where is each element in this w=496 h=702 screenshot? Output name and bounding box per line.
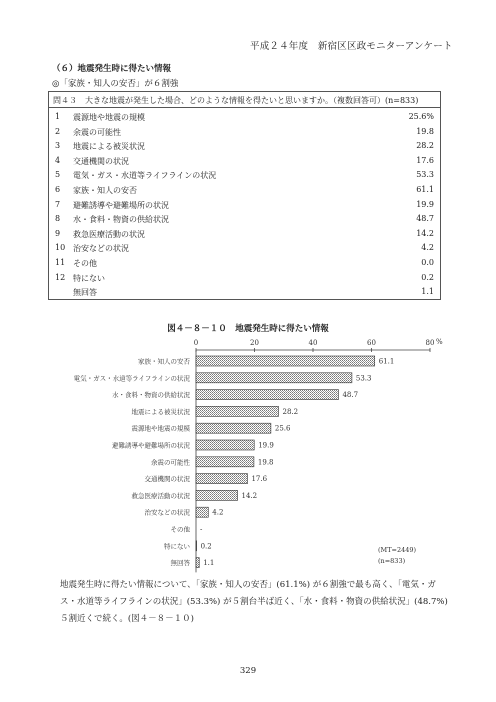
category-label: 救急医療活動の状況: [131, 491, 190, 500]
value-label: 25.6: [274, 424, 291, 433]
answer-value: 19.9: [416, 199, 434, 209]
tick-label: 20: [250, 339, 259, 347]
answer-number: 7: [55, 199, 61, 209]
answer-value: 1.1: [421, 287, 434, 297]
answer-row: [49, 127, 440, 141]
answer-row: [49, 170, 440, 184]
answer-value: 4.2: [421, 243, 434, 253]
answer-number: 1: [55, 112, 61, 121]
answer-number: 10: [55, 243, 66, 253]
question-divider: [49, 107, 440, 108]
category-label: 避難誘導や避難場所の状況: [112, 441, 190, 450]
bar: [196, 541, 197, 551]
category-label: 無回答: [170, 559, 190, 568]
value-label: 53.3: [355, 374, 372, 383]
category-label: 家族・知人の安否: [138, 357, 190, 366]
category-label: 交通機関の状況: [144, 475, 190, 484]
answer-row: [49, 243, 440, 257]
answer-label: その他: [73, 259, 97, 268]
answer-number: 12: [55, 272, 66, 282]
tick-label: 80: [425, 339, 435, 347]
answer-row: [49, 112, 440, 126]
answer-value: 0.2: [421, 272, 434, 282]
answer-row: [49, 185, 440, 199]
category-label: 余震の可能性: [151, 458, 190, 467]
bar: [196, 457, 254, 467]
bar: [196, 507, 208, 517]
bar: [196, 490, 238, 500]
answer-number: 8: [55, 214, 61, 224]
tick-label: 60: [367, 339, 376, 347]
section-title: （６）地震発生時に得たい情報: [52, 64, 172, 74]
answer-value: 25.6%: [408, 112, 434, 121]
answer-number: 2: [55, 126, 61, 136]
value-label: -: [200, 525, 203, 534]
value-label: 4.2: [212, 508, 224, 517]
page-header: 平成２４年度 新宿区区政モニターアンケート: [250, 41, 453, 52]
answer-value: 53.3: [416, 170, 434, 180]
bar-chart: [0, 330, 496, 575]
bar: [196, 390, 338, 400]
question-text: 問４３ 大きな地震が発生した場合、どのような情報を得たいと思いますか。（複数回答可）(n=833): [53, 96, 419, 105]
bar: [196, 440, 254, 450]
category-label: 特にない: [164, 542, 190, 551]
answer-row: [49, 156, 440, 170]
category-label: 水・食料・物資の供給状況: [112, 391, 190, 400]
tick-label: 40: [308, 339, 318, 347]
value-label: 19.9: [258, 441, 274, 450]
sample-size-annotation: (n=833): [378, 557, 406, 565]
answer-value: 19.8: [416, 126, 434, 136]
answer-value: 14.2: [416, 228, 434, 238]
axis-unit: %: [436, 338, 443, 346]
value-label: 48.7: [342, 391, 359, 400]
answer-value: 48.7: [416, 214, 434, 224]
category-label: 電気・ガス・水道等ライフラインの状況: [73, 374, 190, 383]
answer-label: 地震による被災状況: [73, 142, 145, 152]
answer-number: 4: [55, 155, 61, 165]
value-label: 0.2: [200, 542, 212, 551]
sample-size-annotation: (MT=2449): [378, 546, 417, 554]
category-label: その他: [170, 525, 190, 534]
answer-value: 28.2: [416, 141, 434, 151]
answer-number: 11: [55, 258, 66, 267]
value-label: 1.1: [203, 559, 215, 568]
answer-value: 61.1: [416, 185, 434, 194]
bar: [196, 356, 375, 366]
category-label: 地震による被災状況: [131, 407, 190, 416]
page-number: 329: [239, 666, 257, 676]
answer-number: 6: [55, 185, 61, 194]
category-label: 震源地や地震の規模: [131, 424, 190, 433]
answer-label: 交通機関の状況: [73, 156, 129, 166]
answer-label: 電気・ガス・水道等ライフラインの状況: [73, 171, 217, 181]
answer-number: 5: [55, 170, 61, 180]
tick-label: 0: [193, 339, 199, 347]
answer-row: [49, 258, 440, 272]
answer-label: 余震の可能性: [73, 127, 121, 137]
answer-number: 3: [55, 141, 61, 151]
value-label: 19.8: [257, 458, 274, 467]
answer-row: [49, 229, 440, 243]
value-label: 28.2: [282, 407, 299, 416]
section-subtitle: ◎「家族・知人の安否」が６割強: [52, 79, 179, 89]
bar: [196, 423, 271, 433]
bar: [196, 558, 199, 568]
answer-row: [49, 141, 440, 155]
answer-row: [49, 287, 440, 301]
value-label: 17.6: [251, 475, 268, 484]
bar: [196, 474, 247, 484]
answer-row: [49, 273, 440, 287]
bar: [196, 373, 352, 383]
question-table: [48, 91, 441, 300]
figure-title: 図４－８－１０ 地震発生時に得たい情報: [167, 324, 329, 334]
answer-label: 家族・知人の安否: [73, 186, 137, 195]
answer-label: 水・食料・物資の供給状況: [73, 215, 169, 225]
answer-row: [49, 214, 440, 228]
answer-label: 治安などの状況: [73, 244, 129, 254]
value-label: 14.2: [241, 491, 258, 500]
answer-label: 無回答: [73, 288, 97, 298]
answer-value: 17.6: [416, 155, 434, 165]
value-label: 61.1: [378, 357, 395, 366]
answer-label: 震源地や地震の規模: [73, 113, 145, 122]
category-label: 治安などの状況: [144, 508, 190, 517]
answer-value: 0.0: [421, 258, 434, 267]
summary-paragraph: 地震発生時に得たい情報について、「家族・知人の安否」(61.1%) が６割強で最も高く、「電気・ガス・水道等ライフラインの状況」(53.3%) が５割台半ば近く、「水・食料・物資の供給状況」(48.7%) ５割近くで続く。(図４－８－１０): [60, 580, 448, 624]
answer-label: 特にない: [73, 273, 105, 283]
answer-row: [49, 200, 440, 214]
answer-label: 救急医療活動の状況: [73, 229, 145, 239]
answer-number: 9: [55, 228, 61, 238]
answer-label: 避難誘導や避難場所の状況: [73, 200, 169, 210]
bar: [196, 406, 278, 416]
